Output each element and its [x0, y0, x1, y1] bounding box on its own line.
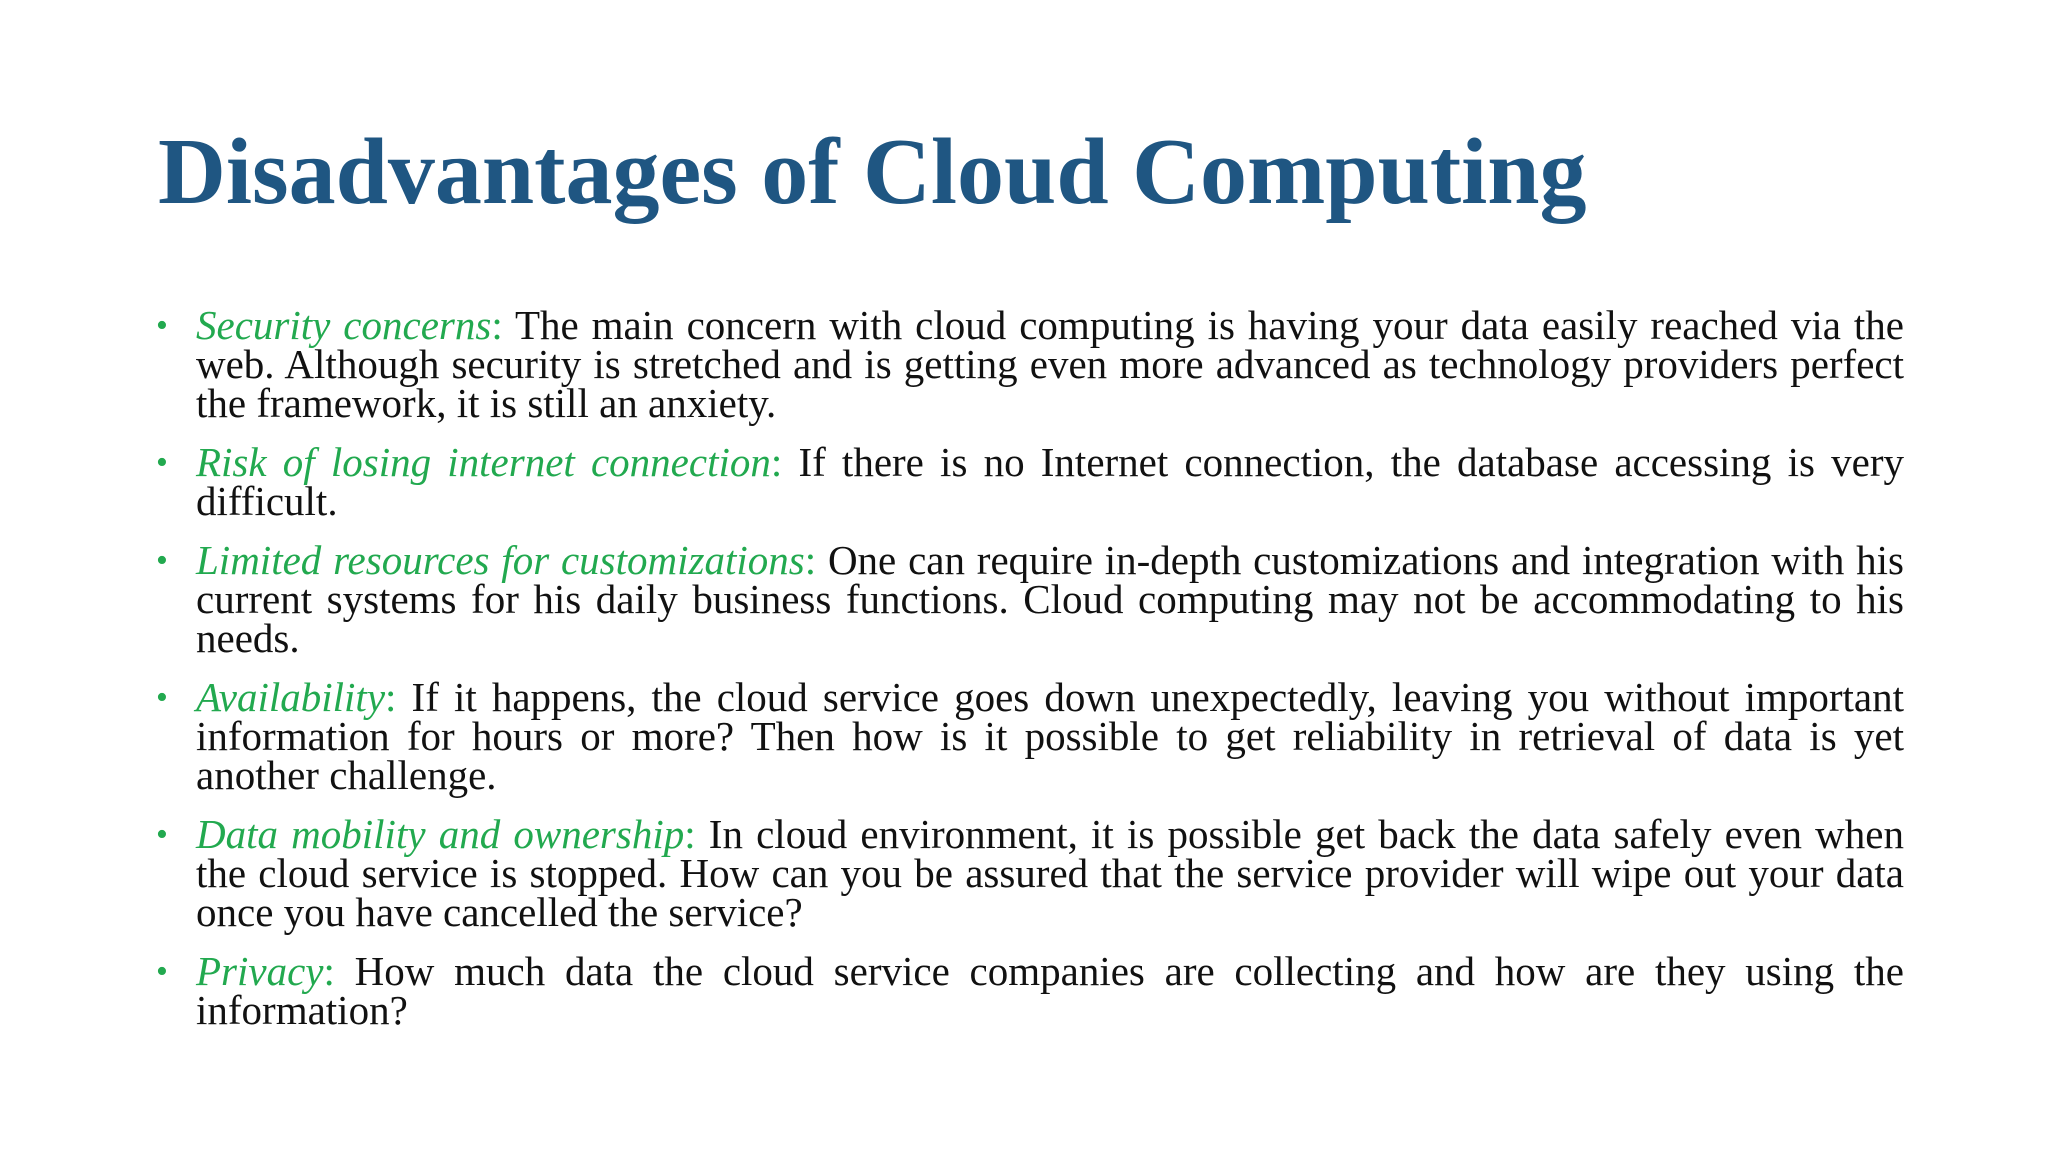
term-colon: : [385, 674, 397, 720]
bullet-text: If there is no Internet connection, the database accessing is very difficult. [196, 439, 1904, 524]
bullet-list [156, 302, 1904, 1050]
bullet-text: The main concern with cloud computing is having your data easily reached via the web. Although security is stretched and is getting even more advanced as technology providers perfect the framework, it is still an anxiety. [196, 302, 1904, 426]
bullet-term: Limited resources for customizations [196, 537, 805, 583]
bullet-icon: • [156, 679, 168, 716]
bullet-icon: • [156, 953, 168, 990]
list-item [156, 948, 1904, 1033]
list-item [156, 537, 1904, 661]
list-item [156, 811, 1904, 935]
bullet-text: In cloud environment, it is possible get back the data safely even when the cloud service is stopped. How can you be assured that the service provider will wipe out your data once you have cancelled the service? [196, 811, 1904, 935]
bullet-icon: • [156, 444, 168, 481]
bullet-text: If it happens, the cloud service goes down unexpectedly, leaving you without important information for hours or more? Then how is it possible to get reliability in retrieval of data is yet another challenge. [196, 674, 1904, 798]
bullet-text: How much data the cloud service companies are collecting and how are they using the information? [196, 948, 1904, 1033]
list-item [156, 674, 1904, 798]
bullet-term: Security concerns [196, 302, 492, 348]
bullet-term: Privacy [196, 948, 324, 994]
term-colon: : [804, 537, 817, 583]
term-colon: : [491, 302, 503, 348]
term-colon: : [323, 948, 335, 994]
term-colon: : [770, 439, 783, 485]
bullet-icon: • [156, 816, 168, 853]
slide-title: Disadvantages of Cloud Computing [158, 120, 1587, 224]
bullet-icon: • [156, 307, 168, 344]
list-item [156, 439, 1904, 524]
bullet-term: Risk of losing internet connection [196, 439, 771, 485]
bullet-term: Availability [196, 674, 386, 720]
bullet-text: One can require in-depth customizations and integration with his current systems for his daily business functions. Cloud computing may not be accommodating to his needs. [196, 537, 1904, 661]
list-item [156, 302, 1904, 426]
term-colon: : [684, 811, 696, 857]
bullet-term: Data mobility and ownership [196, 811, 685, 857]
bullet-icon: • [156, 542, 168, 579]
